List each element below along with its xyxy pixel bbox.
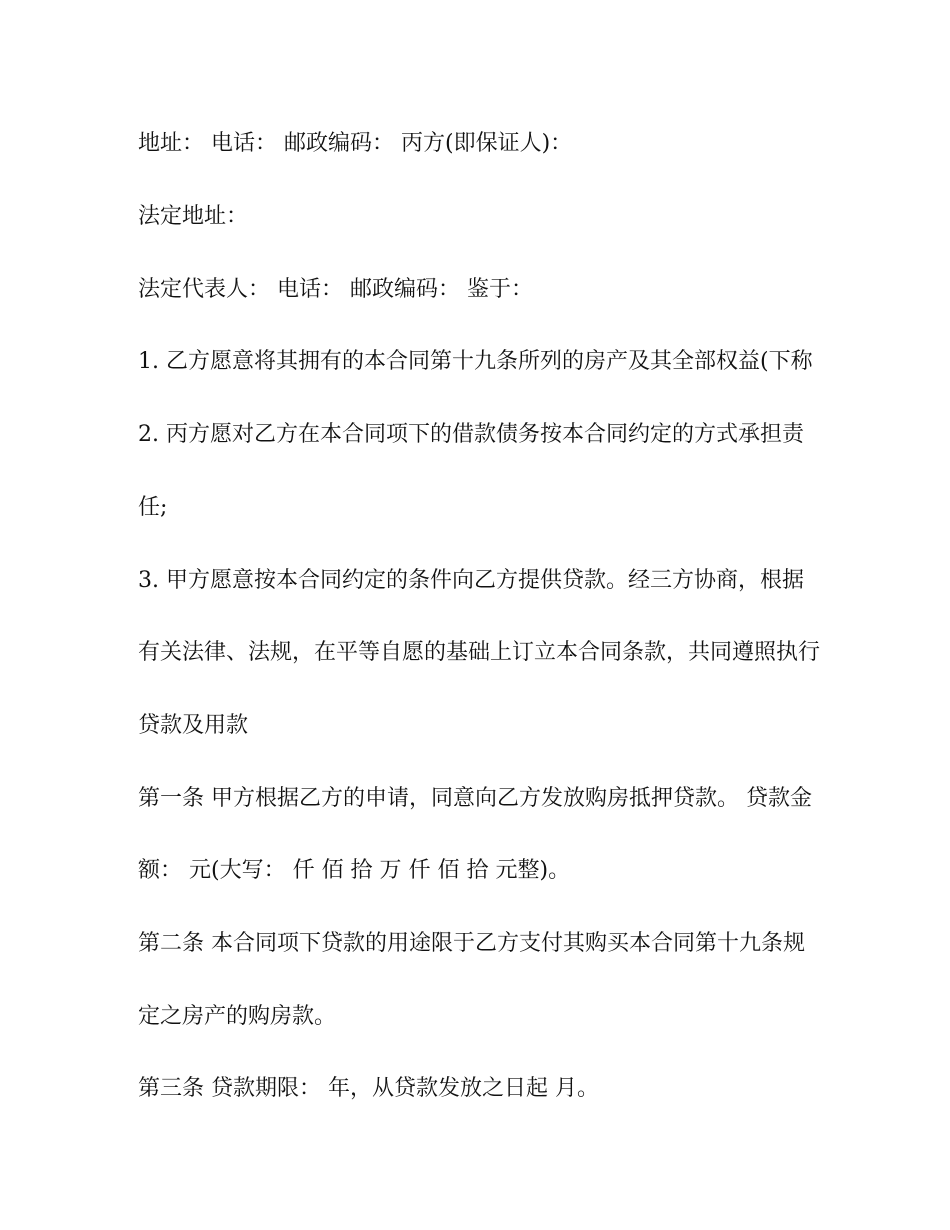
paragraph-line-recital-3: 3. 甲方愿意按本合同约定的条件向乙方提供贷款。经三方协商，根据 — [138, 568, 804, 593]
paragraph-line-article-2-cont: 定之房产的购房款。 — [138, 1004, 337, 1029]
paragraph-line-recital-1: 1. 乙方愿意将其拥有的本合同第十九条所列的房产及其全部权益(下称 — [138, 349, 813, 374]
paragraph-line-recital-3-cont: 有关法律、法规，在平等自愿的基础上订立本合同条款，共同遵照执行 — [138, 640, 821, 665]
paragraph-line-legal-representative: 法定代表人： 电话： 邮政编码： 鉴于： — [138, 277, 533, 302]
paragraph-line-article-1-cont: 额： 元(大写： 仟 佰 拾 万 仟 佰 拾 元整)。 — [138, 858, 571, 883]
section-heading-loan-and-use: 贷款及用款 — [138, 713, 249, 738]
paragraph-line-article-3: 第三条 贷款期限： 年，从贷款发放之日起 月。 — [138, 1076, 599, 1101]
paragraph-line-legal-address: 法定地址： — [138, 204, 249, 229]
paragraph-line-recital-2: 2. 丙方愿对乙方在本合同项下的借款债务按本合同约定的方式承担责 — [138, 422, 804, 447]
paragraph-line-parties-address: 地址： 电话： 邮政编码： 丙方(即保证人)： — [138, 131, 573, 156]
paragraph-line-article-1: 第一条 甲方根据乙方的申请，同意向乙方发放购房抵押贷款。 贷款金 — [138, 786, 812, 811]
paragraph-line-recital-2-cont: 任; — [138, 495, 168, 520]
paragraph-line-article-2: 第二条 本合同项下贷款的用途限于乙方支付其购买本合同第十九条规 — [138, 931, 805, 956]
